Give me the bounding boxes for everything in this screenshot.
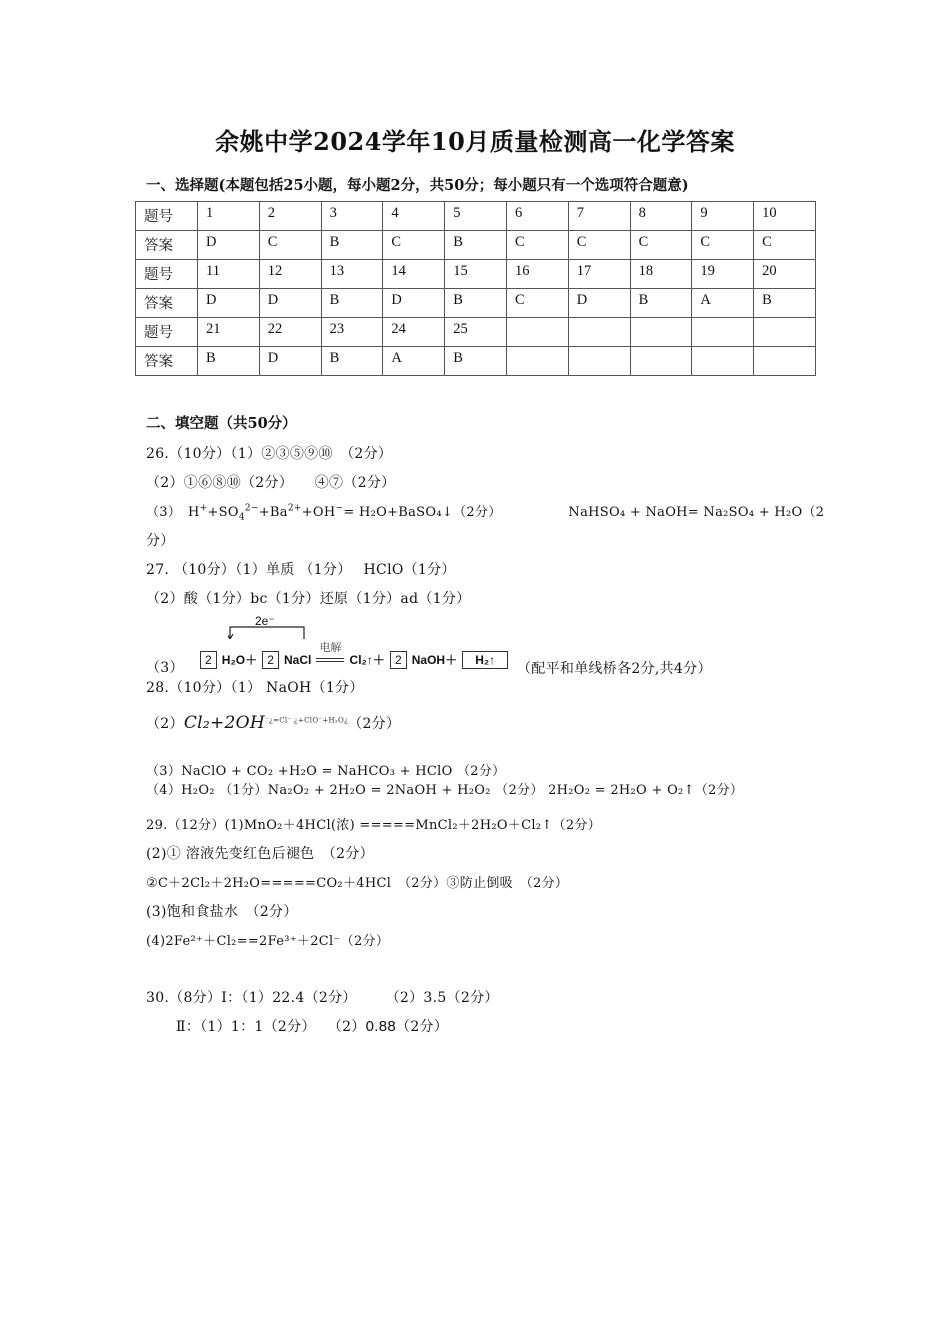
q28-score: （2分）	[348, 716, 401, 732]
table-cell: 16	[506, 260, 568, 289]
table-cell: 23	[321, 318, 383, 347]
table-cell: C	[259, 231, 321, 260]
table-cell: D	[259, 347, 321, 376]
q29-line5: (4)2Fe²⁺＋Cl₂==2Fe³⁺＋2Cl⁻（2分）	[146, 934, 390, 949]
coefficient-box: 2	[390, 651, 407, 669]
table-cell: 17	[568, 260, 630, 289]
table-cell	[692, 347, 754, 376]
table-cell: D	[568, 289, 630, 318]
q28-line2	[146, 713, 400, 733]
q28-line1: 28.（10分）（1） NaOH（1分）	[146, 680, 364, 696]
table-cell: 12	[259, 260, 321, 289]
q29-line1: 29.（12分）(1)MnO₂＋4HCl(浓) =====MnCl₂＋2H₂O＋Cl₂↑（2分）	[146, 818, 601, 833]
q29-line3: ②C＋2Cl₂＋2H₂O=====CO₂＋4HCl （2分）③防止倒吸 （2分）	[146, 876, 569, 891]
q28-ionic-equation: Cl₂+2OH	[183, 713, 265, 733]
q26-line2: （2）①⑥⑧⑩（2分） ④⑦（2分）	[146, 475, 396, 491]
table-cell: 3	[321, 202, 383, 231]
q26-eq-part: （3） H	[146, 505, 200, 520]
table-cell: D	[198, 289, 260, 318]
table-cell: C	[383, 231, 445, 260]
table-cell: 13	[321, 260, 383, 289]
row-header-cell: 答案	[136, 231, 198, 260]
table-cell	[754, 347, 816, 376]
table-cell: C	[754, 231, 816, 260]
row-header-cell: 答案	[136, 289, 198, 318]
formula-nacl: NaCl	[284, 653, 312, 667]
table-cell: 11	[198, 260, 260, 289]
table-cell: C	[630, 231, 692, 260]
answer-table	[135, 201, 816, 376]
table-cell: A	[383, 347, 445, 376]
q26-eq-part: +Ba	[258, 505, 288, 520]
table-cell: B	[321, 347, 383, 376]
table-row	[136, 231, 816, 260]
coefficient-box: 2	[200, 651, 217, 669]
table-cell: 9	[692, 202, 754, 231]
table-cell	[506, 347, 568, 376]
table-cell: 19	[692, 260, 754, 289]
table-cell: 25	[445, 318, 507, 347]
q27-line1: 27. （10分）（1）单质 （1分） HClO（1分）	[146, 562, 456, 578]
q26-line1: 26.（10分）（1）②③⑤⑨⑩ （2分）	[146, 446, 393, 462]
table-cell: D	[383, 289, 445, 318]
table-cell: B	[445, 347, 507, 376]
table-cell: B	[321, 231, 383, 260]
table-cell: 21	[198, 318, 260, 347]
table-row	[136, 318, 816, 347]
q26-eq-part: +OH	[301, 505, 336, 520]
section-multiple-choice-heading: 一、选择题(本题包括25小题，每小题2分，共50分；每小题只有一个选项符合题意)	[146, 177, 689, 194]
table-cell	[568, 318, 630, 347]
table-cell: B	[754, 289, 816, 318]
q27-prefix: （3）	[146, 660, 184, 676]
q27-scoring-note: （配平和单线桥各2分,共4分）	[517, 661, 712, 677]
table-cell: 6	[506, 202, 568, 231]
table-cell: 4	[383, 202, 445, 231]
q30-score: （2分）	[396, 1019, 449, 1035]
table-row	[136, 289, 816, 318]
answer-box-h2: H₂↑	[462, 651, 508, 669]
table-cell: D	[259, 289, 321, 318]
table-cell: 7	[568, 202, 630, 231]
table-cell: 14	[383, 260, 445, 289]
table-cell: C	[506, 289, 568, 318]
q26-eq-nahso4: NaHSO₄ + NaOH= Na₂SO₄ + H₂O（2	[568, 505, 825, 520]
electron-transfer-label: 2e⁻	[255, 614, 275, 628]
table-cell	[692, 318, 754, 347]
q26-eq-part: +SO	[207, 505, 239, 520]
q28-line3: （3）NaClO + CO₂ +H₂O = NaHCO₃ + HClO （2分）	[146, 764, 506, 779]
table-row	[136, 202, 816, 231]
q26-eq-part: = H₂O+BaSO₄↓（2分）	[343, 505, 502, 520]
q27-line2: （2）酸（1分）bc（1分）还原（1分）ad（1分）	[146, 591, 471, 607]
table-cell: C	[692, 231, 754, 260]
table-cell: 15	[445, 260, 507, 289]
table-cell: A	[692, 289, 754, 318]
table-cell: 2	[259, 202, 321, 231]
section-fill-blank-heading: 二、填空题（共50分）	[146, 415, 297, 432]
table-cell: B	[445, 231, 507, 260]
q27-electrolysis-equation	[200, 641, 508, 669]
row-header-cell: 题号	[136, 260, 198, 289]
table-cell	[754, 318, 816, 347]
table-cell: 10	[754, 202, 816, 231]
table-cell: B	[630, 289, 692, 318]
condition-arrow	[316, 641, 344, 668]
q29-line2: (2)① 溶液先变红色后褪色 （2分）	[146, 846, 374, 862]
q29-line4: (3)饱和食盐水 （2分）	[146, 904, 298, 920]
table-cell: 5	[445, 202, 507, 231]
page-title: 余姚中学2024学年10月质量检测高一化学答案	[215, 127, 735, 156]
table-cell: 1	[198, 202, 260, 231]
q28-equation-tail: ⁻¿=Cl⁻ ¿+ClO⁻+H₂O¿	[265, 716, 349, 725]
table-cell: D	[198, 231, 260, 260]
table-cell: 18	[630, 260, 692, 289]
table-cell	[506, 318, 568, 347]
table-cell	[630, 347, 692, 376]
table-row	[136, 260, 816, 289]
q26-line4: 分）	[146, 533, 175, 549]
q28-prefix: （2）	[146, 716, 184, 732]
q30-line1: 30.（8分）Ⅰ：（1）22.4（2分） （2）3.5（2分）	[146, 990, 499, 1006]
q30-part1: Ⅱ：（1）1：1（2分） （2）	[176, 1019, 366, 1035]
formula-cl2: Cl₂↑＋	[349, 653, 385, 667]
table-cell	[568, 347, 630, 376]
table-cell: C	[506, 231, 568, 260]
q28-line4: （4）H₂O₂ （1分）Na₂O₂ + 2H₂O = 2NaOH + H₂O₂ （2分） 2H₂O₂ = 2H₂O + O₂↑（2分）	[146, 783, 744, 798]
condition-label: 电解	[319, 641, 342, 654]
table-cell: 20	[754, 260, 816, 289]
table-cell: 24	[383, 318, 445, 347]
formula-h2o: H₂O＋	[221, 653, 258, 667]
table-cell: B	[445, 289, 507, 318]
table-cell: 8	[630, 202, 692, 231]
formula-naoh: NaOH＋	[411, 653, 458, 667]
table-cell: C	[568, 231, 630, 260]
table-cell: B	[198, 347, 260, 376]
table-cell: B	[321, 289, 383, 318]
q30-answer-value: 0.88	[365, 1018, 397, 1035]
coefficient-box: 2	[262, 651, 279, 669]
row-header-cell: 答案	[136, 347, 198, 376]
q26-line3: （3） $H^++SO_4^{2-}+Ba^{2+}+OH^-=$ H₂O+BaSO₄↓（2分） NaHSO₄ + NaOH= Na₂SO₄ + H₂O（2	[146, 503, 825, 523]
row-header-cell: 题号	[136, 318, 198, 347]
table-row	[136, 347, 816, 376]
q27-line3	[146, 657, 184, 677]
table-cell: 22	[259, 318, 321, 347]
row-header-cell: 题号	[136, 202, 198, 231]
q30-line2	[176, 1016, 448, 1036]
table-cell	[630, 318, 692, 347]
